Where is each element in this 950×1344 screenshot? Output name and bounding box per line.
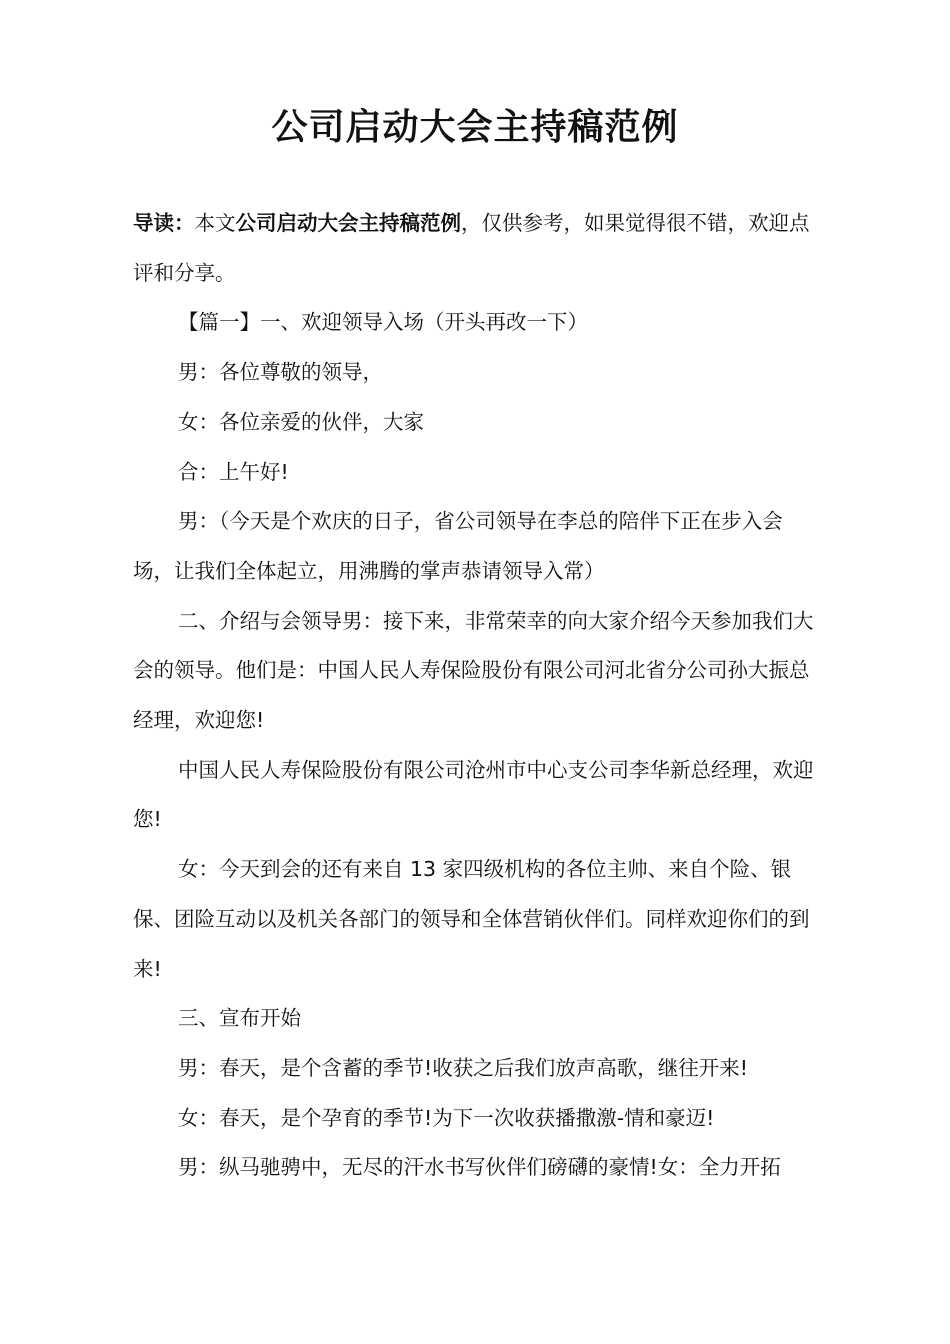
paragraph: 女：春天，是个孕育的季节!为下一次收获播撒激-情和豪迈!	[178, 1105, 715, 1130]
lead-text-after: ，仅供参考，如果觉得很不错，欢迎点评和分享。	[133, 211, 810, 285]
paragraph: 三、宣布开始	[178, 1006, 301, 1031]
lead-text-before: 本文	[194, 211, 236, 235]
document-title: 公司启动大会主持稿范例	[271, 107, 679, 148]
paragraph: 女：各位亲爱的伙伴，大家	[178, 409, 424, 434]
paragraph: 中国人民人寿保险股份有限公司沧州市中心支公司李华新总经理，欢迎您!	[133, 757, 814, 832]
document-body	[133, 199, 823, 1193]
paragraph: 二、介绍与会领导男：接下来，非常荣幸的向大家介绍今天参加我们大会的领导。他们是：中国人民人寿保险股份有限公司河北省分公司孙大振总经理，欢迎您!	[133, 608, 814, 733]
paragraph: 【篇一】一、欢迎领导入场（开头再改一下）	[178, 310, 588, 335]
paragraph: 女：今天到会的还有来自 13 家四级机构的各位主帅、来自个险、银保、团险互动以及机关各部门的领导和全体营销伙伴们。同样欢迎你们的到来!	[133, 857, 810, 981]
paragraph: 合：上午好!	[178, 459, 289, 484]
lead-paragraph	[133, 199, 823, 298]
paragraph: 男：春天，是个含蓄的季节!收获之后我们放声高歌，继往开来!	[178, 1055, 748, 1080]
paragraph: 男：各位尊敬的领导，	[178, 360, 383, 385]
paragraph: 男：纵马驰骋中，无尽的汗水书写伙伴们磅礴的豪情!女：全力开拓	[178, 1155, 781, 1180]
lead-highlight: 公司启动大会主持稿范例	[235, 211, 461, 235]
lead-label: 导读：	[133, 211, 195, 235]
paragraph: 男：（今天是个欢庆的日子，省公司领导在李总的陪伴下正在步入会场，让我们全体起立，用沸腾的掌声恭请领导入常）	[133, 509, 783, 583]
